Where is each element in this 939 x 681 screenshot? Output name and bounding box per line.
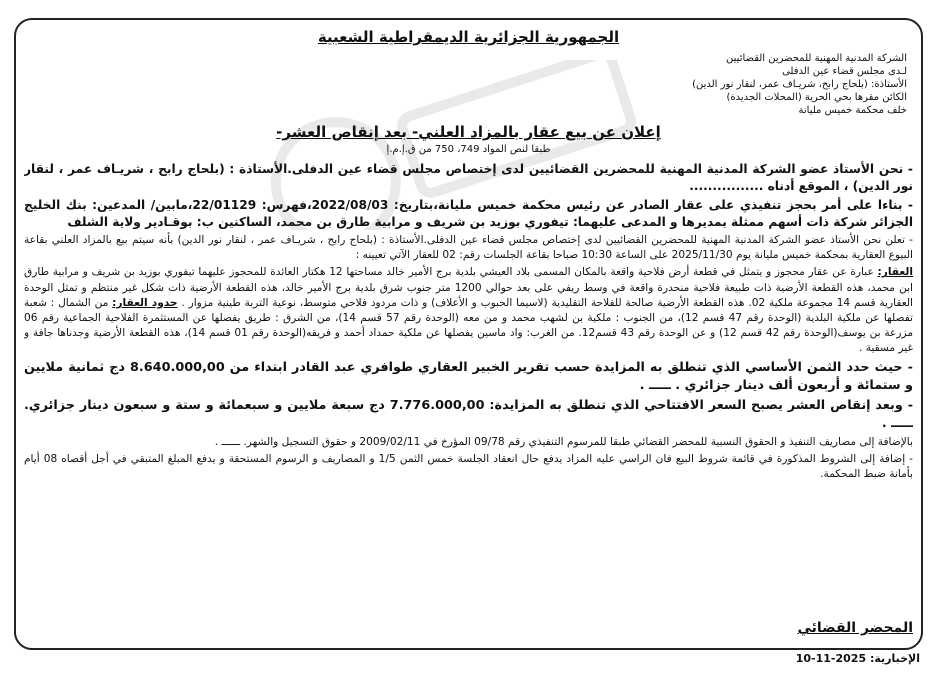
paragraph-seizure-order: - بناءا على أمر بحجز تنفيذي على عقار الصادر عن رئيس محكمة خميس مليانة،بتاريخ: 2022/08/03،فهرس: 22/01129،مابين/ المدعين: بنك الخليج الجزائر شركة ذات أسهم ممثلة بمديرها و المدعى عليهما: تيفوري بوزيد بن شريف و مرابية طارق بن محمد، الساكنين ب: بوقـادير ولاية الشلف <box>24 198 913 229</box>
republic-heading: الجمهورية الجزائرية الديمقراطية الشعبية <box>317 28 620 46</box>
paragraph-property-description <box>24 265 913 356</box>
paragraph-sale-notice: - تعلن نحن الأستاذ عضو الشركة المدنية المهنية للمحضرين القضائيين لدى إختصاص مجلس قضاء عين الدفلى.الأستاذة : (بلحاج رابح ، شريـاف عمر ، لنقار نور الدين) بأنه سيتم بيع بالمزاد العلني بقاعة البيوع العقارية بمحكمة خميس مليانة يوم 2025/11/30 على الساعة 10:30 صباحا بقاعة الجلسات رقم: 02 للعقار الآتي تعيينه : <box>24 234 913 262</box>
announcement-document <box>24 24 913 644</box>
property-label: العقار: <box>877 266 913 279</box>
footer-label: الإخبارية: <box>869 652 920 665</box>
paragraph-fees: بالإضافة إلى مصاريف التنفيذ و الحقوق النسبية للمحضر القضائي طبقا للمرسوم التنفيذي رقم 09/78 المؤرخ في 2009/02/11 و حقوق التسجيل والشهر. ــــــ . <box>214 435 913 448</box>
property-text: عبارة عن عقار محجوز و يتمثل في قطعة أرض فلاحية واقعة بالمكان المسمى بلاد العيشي بلدية برج الأمير خالد مساحتها 12 هكتار العائدة للمحجوز عليهما تيفوري بوزيد بن شريف و مرابية طارق ابن محمد، هذه القطعة الأرضية ذات طبيعة فلاحية منحدرة واقعة في وسط ريفي على بعد حوالي 1200 متر جنوب شرق بلدية برج الأمير خالد، هذه القطعة الأرضية ذات شكل غير منتظم و تمثل الوحدة العقارية قسم 14 مجموعة ملكية 02. هذه القطعة الأرضية صالحة للفلاحة التقليدية (لاسيما الحبوب و الأعلاف) و ذات مردود فلاحي متوسط، نوعية التربة طينية مزوار . <box>24 266 913 309</box>
announcement-title: إعلان عن بيع عقار بالمزاد العلني- بعد إنقاص العشر- <box>276 123 661 141</box>
bounds-text: من الشمال : شعبة تفصلها عن ملكية البلدية (الوحدة رقم 47 قسم 12)، من الجنوب : ملكية بن لشهب محمد و من معه (الوحدة رقم 57 قسم 14)، من الشرق : طريق يفصلها عن المستثمرة الفلاحية الجماعية رقم 06 مزرعة بن يوسف(الوحدة رقم 42 قسم 12) و عن الوحدة رقم 43 قسم12. من الغرب: واد ماسين يفصلها عن ملكية حمداد أحمد و فريقه(الوحدة رقم 01 قسم 14)، هذه القطعة الأرضية وجدناها جافة و غير مسقية . <box>24 296 913 355</box>
legal-reference: طبقا لنص المواد 749، 750 من ق.إ.م.إ <box>386 144 551 155</box>
paragraph-base-price: - حيث حدد الثمن الأساسي الذي تنطلق به المزايدة حسب تقرير الخبير العقاري طوافري عبد القادر ابتداء من 8.640.000,00 دج ثمانية ملايين و ستمائة و أربعون ألف دينار جزائري . ـــــ . <box>24 359 913 393</box>
bailiff-signature-title: المحضر القضائي <box>797 620 913 636</box>
company-line: الشركة المدنية المهنية للمحضرين القضائيين <box>726 53 907 64</box>
company-line: الكائن مقرها بحي الحرية (المحلات الجديدة) <box>726 92 907 103</box>
paragraph-reduced-price: - وبعد إنقاص العشر يصبح السعر الافتتاحي الذي تنطلق به المزايدة: 7.776.000,00 دج سبعة ملايين و سبعمائة و ستة و سبعون دينار جزائري. ـــــ . <box>24 397 913 431</box>
paragraph-bailiff-identity: - نحن الأستاذ عضو الشركة المدنية المهنية للمحضرين القضائيين لدى إختصاص مجلس قضاء عين الدفلى.الأستاذة : (بلحاج رابح ، شريـاف عمر ، لنقار نور الدين) ، الموقع أدناه ................ <box>24 162 913 193</box>
company-line: خلف محكمة خميس مليانة <box>798 105 907 116</box>
company-line: لـدى مجلس قضاء عين الدفلى <box>782 66 907 77</box>
footer-publication-date <box>780 652 920 665</box>
bounds-label: حدود العقار: <box>112 296 178 309</box>
paragraph-payment-terms: - إضافة إلى الشروط المذكورة في قائمة شروط البيع فان الراسي عليه المزاد يدفع حال انعقاد الجلسة خمس الثمن 1/5 و المصاريف و الرسوم المستحقة و يدفع المبلغ المتبقي في أجل أقصاه 08 أيام بأمانة ضبط المحكمة. <box>24 452 913 481</box>
company-block <box>607 52 907 117</box>
company-line: الأستاذة: (بلحاج رابح، شريـاف عمر، لنقار نور الدين) <box>692 79 907 90</box>
footer-date-value: 2025-11-10 <box>795 652 867 665</box>
